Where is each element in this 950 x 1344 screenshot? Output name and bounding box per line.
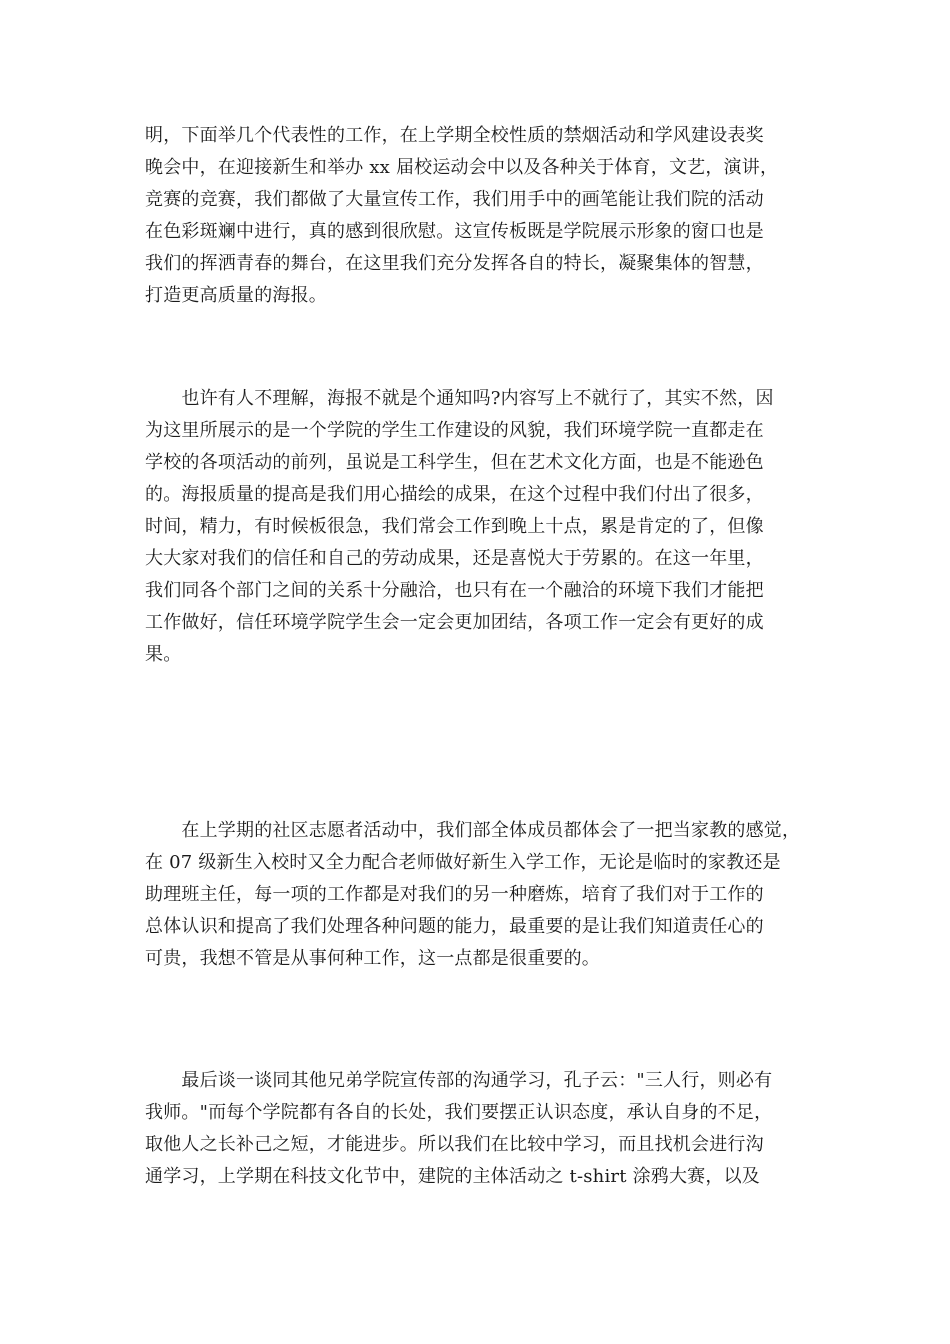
text-line: 时间，精力，有时候板很急，我们常会工作到晚上十点，累是肯定的了，但像 bbox=[145, 516, 764, 537]
text-line: 也许有人不理解，海报不就是个通知吗?内容写上不就行了，其实不然，因 bbox=[145, 388, 774, 409]
text-line: 可贵，我想不管是从事何种工作，这一点都是很重要的。 bbox=[145, 948, 600, 969]
text-line: 晚会中，在迎接新生和举办 xx 届校运动会中以及各种关于体育，文艺，演讲， bbox=[145, 157, 779, 178]
paragraph-4 bbox=[145, 1065, 825, 1193]
text-line: 我们的挥洒青春的舞台，在这里我们充分发挥各自的特长，凝聚集体的智慧， bbox=[145, 253, 764, 274]
text-line: 学校的各项活动的前列，虽说是工科学生，但在艺术文化方面，也是不能逊色 bbox=[145, 452, 764, 473]
paragraph-1 bbox=[145, 120, 825, 312]
text-line: 工作做好，信任环境学院学生会一定会更加团结，各项工作一定会有更好的成 bbox=[145, 612, 764, 633]
text-line: 的。海报质量的提高是我们用心描绘的成果，在这个过程中我们付出了很多， bbox=[145, 484, 764, 505]
text-line: 竞赛的竞赛，我们都做了大量宣传工作，我们用手中的画笔能让我们院的活动 bbox=[145, 189, 764, 210]
text-line: 助理班主任，每一项的工作都是对我们的另一种磨炼，培育了我们对于工作的 bbox=[145, 884, 764, 905]
text-line: 我师。"而每个学院都有各自的长处，我们要摆正认识态度，承认自身的不足， bbox=[145, 1102, 773, 1123]
text-line: 在色彩斑斓中进行，真的感到很欣慰。这宣传板既是学院展示形象的窗口也是 bbox=[145, 221, 764, 242]
text-line: 最后谈一谈同其他兄弟学院宣传部的沟通学习，孔子云："三人行，则必有 bbox=[145, 1070, 773, 1091]
text-line: 打造更高质量的海报。 bbox=[145, 285, 327, 306]
text-line: 大大家对我们的信任和自己的劳动成果，还是喜悦大于劳累的。在这一年里， bbox=[145, 548, 764, 569]
text-line: 在上学期的社区志愿者活动中，我们部全体成员都体会了一把当家教的感觉， bbox=[145, 820, 801, 841]
text-line: 为这里所展示的是一个学院的学生工作建设的风貌，我们环境学院一直都走在 bbox=[145, 420, 764, 441]
text-line: 我们同各个部门之间的关系十分融洽，也只有在一个融洽的环境下我们才能把 bbox=[145, 580, 764, 601]
text-line: 总体认识和提高了我们处理各种问题的能力，最重要的是让我们知道责任心的 bbox=[145, 916, 764, 937]
text-line: 果。 bbox=[145, 644, 182, 665]
text-line: 取他人之长补己之短，才能进步。所以我们在比较中学习，而且找机会进行沟 bbox=[145, 1134, 764, 1155]
paragraph-2 bbox=[145, 383, 825, 671]
text-line: 明，下面举几个代表性的工作，在上学期全校性质的禁烟活动和学风建设表奖 bbox=[145, 125, 764, 146]
text-line: 通学习，上学期在科技文化节中，建院的主体活动之 t-shirt 涂鸦大赛，以及 bbox=[145, 1166, 760, 1187]
text-line: 在 07 级新生入校时又全力配合老师做好新生入学工作，无论是临时的家教还是 bbox=[145, 852, 781, 873]
paragraph-3 bbox=[145, 815, 825, 975]
